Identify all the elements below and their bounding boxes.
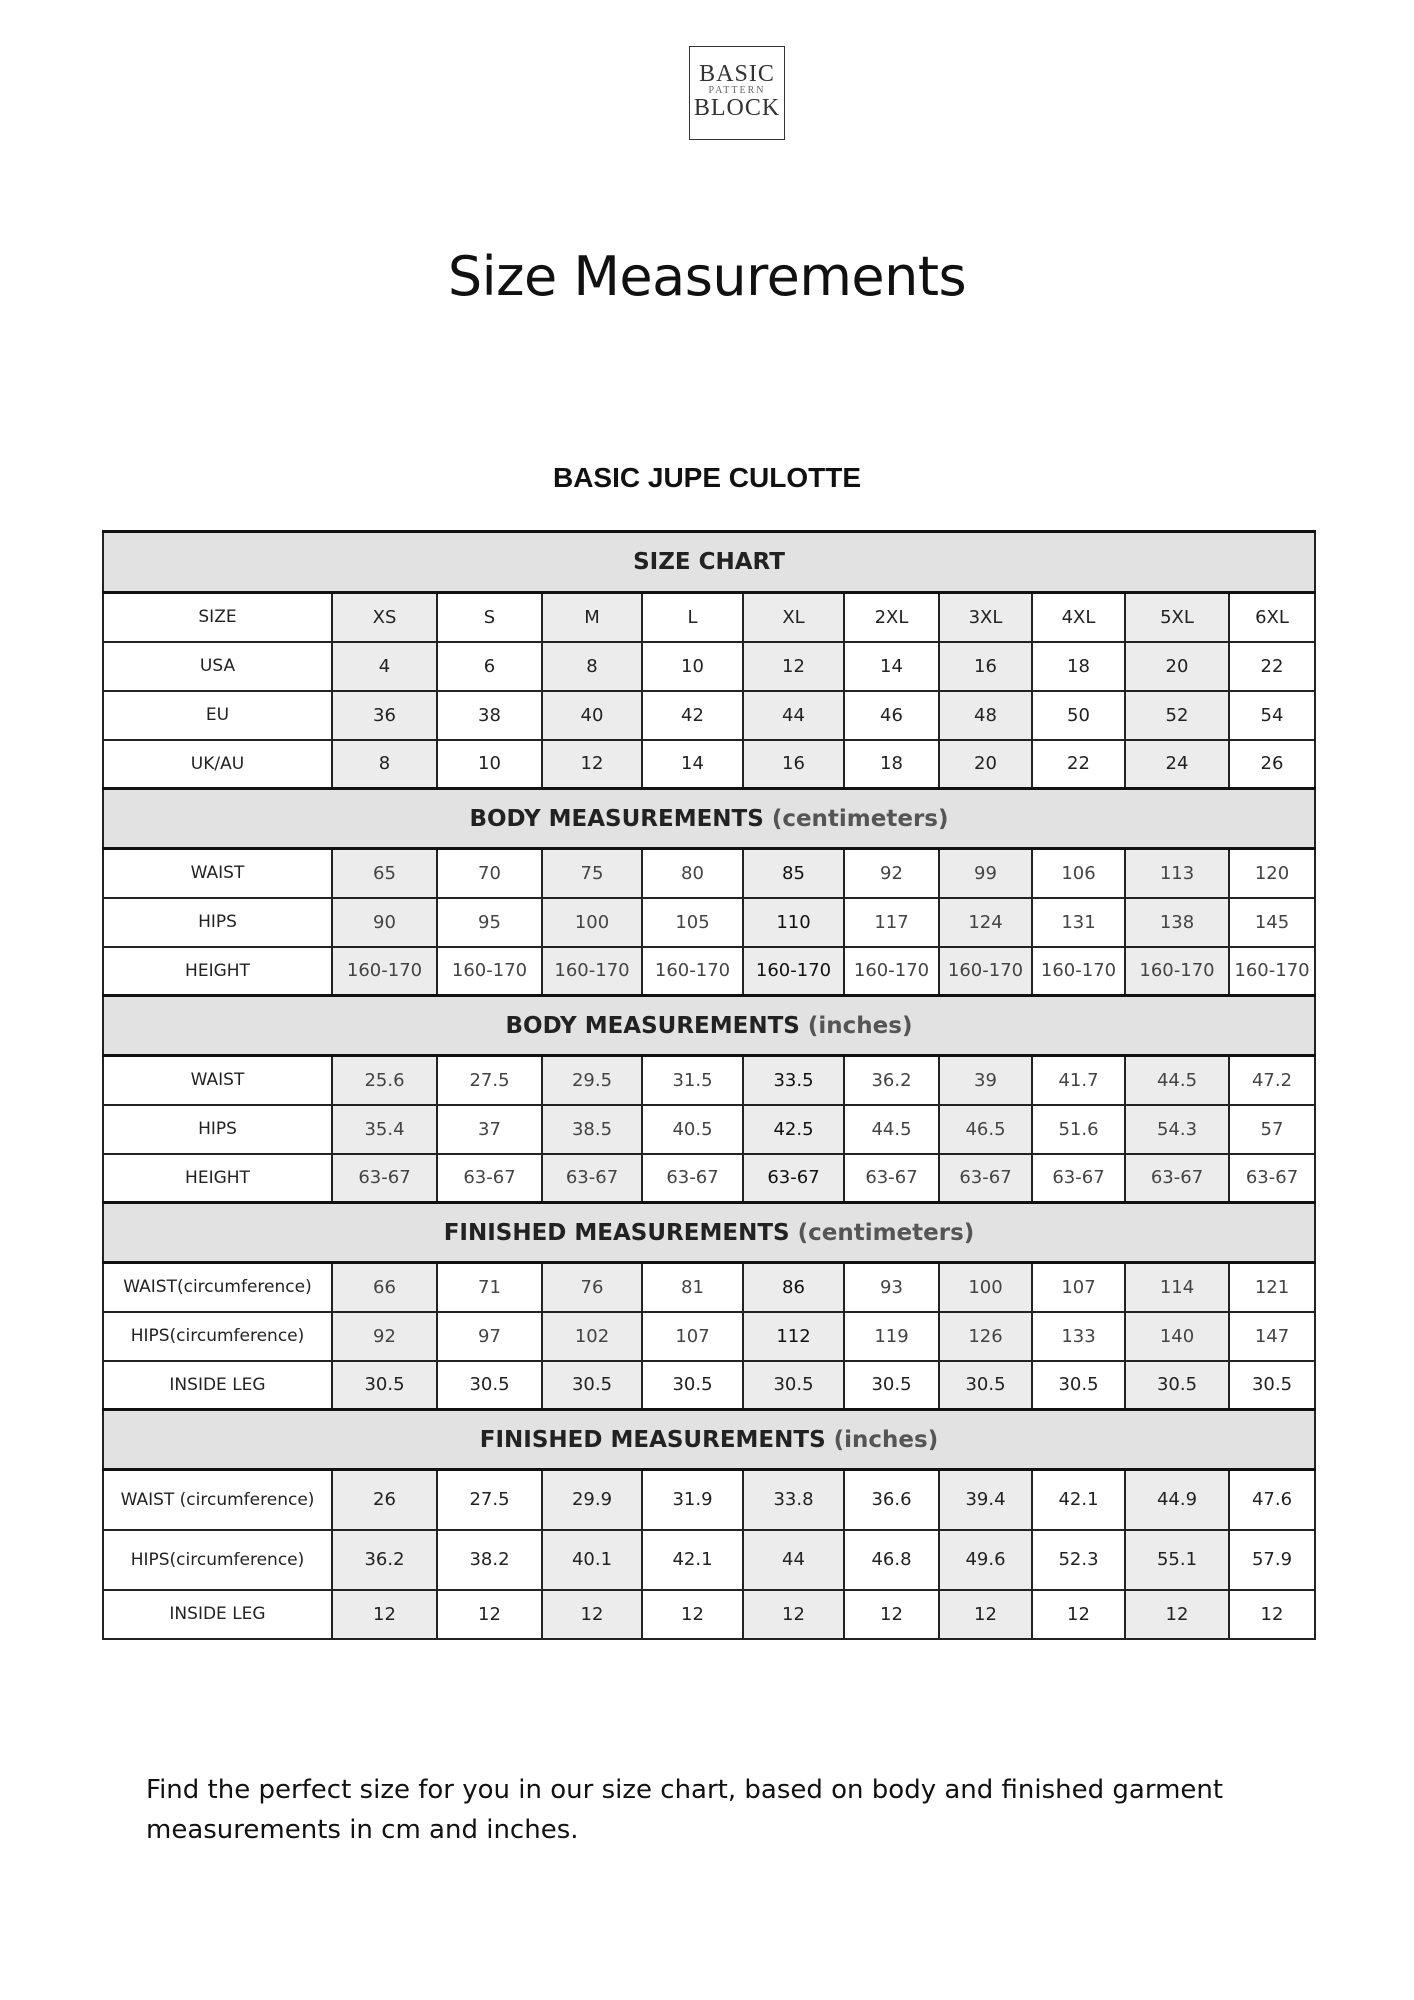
section-unit: (centimeters) <box>797 1219 975 1246</box>
row-label: HEIGHT <box>103 947 332 996</box>
table-cell: 99 <box>939 849 1032 898</box>
section-header <box>103 1410 1315 1470</box>
size-chart-table <box>102 530 1316 1640</box>
table-cell: 93 <box>844 1263 939 1312</box>
table-cell: 47.6 <box>1229 1470 1315 1530</box>
table-cell: 63-67 <box>939 1154 1032 1203</box>
table-cell: 57.9 <box>1229 1530 1315 1590</box>
table-cell: 12 <box>332 1590 437 1639</box>
table-cell: 41.7 <box>1032 1056 1125 1105</box>
table-cell: XS <box>332 593 437 642</box>
row-label: HEIGHT <box>103 1154 332 1203</box>
row-label: WAIST (circumference) <box>103 1470 332 1530</box>
row-label: INSIDE LEG <box>103 1361 332 1410</box>
row-label: INSIDE LEG <box>103 1590 332 1639</box>
table-cell: 63-67 <box>844 1154 939 1203</box>
table-cell: 80 <box>642 849 743 898</box>
table-cell: 126 <box>939 1312 1032 1361</box>
table-cell: 63-67 <box>1032 1154 1125 1203</box>
table-cell: 16 <box>743 740 844 789</box>
table-cell: 40.5 <box>642 1105 743 1154</box>
table-cell: 95 <box>437 898 542 947</box>
table-cell: 4XL <box>1032 593 1125 642</box>
brand-logo <box>689 46 785 140</box>
table-cell: 92 <box>844 849 939 898</box>
table-cell: 63-67 <box>542 1154 642 1203</box>
table-row <box>103 1590 1315 1639</box>
table-cell: 63-67 <box>332 1154 437 1203</box>
table-row <box>103 1361 1315 1410</box>
logo-line-pattern: PATTERN <box>708 85 766 96</box>
table-cell: 20 <box>939 740 1032 789</box>
table-cell: 18 <box>1032 642 1125 691</box>
table-cell: 44.5 <box>844 1105 939 1154</box>
table-cell: 100 <box>542 898 642 947</box>
table-cell: 30.5 <box>642 1361 743 1410</box>
table-cell: 124 <box>939 898 1032 947</box>
table-cell: 22 <box>1229 642 1315 691</box>
table-cell: 160-170 <box>1032 947 1125 996</box>
section-title: BODY MEASUREMENTS <box>469 805 764 832</box>
table-row <box>103 947 1315 996</box>
table-cell: 42.5 <box>743 1105 844 1154</box>
section-title: SIZE CHART <box>633 549 785 575</box>
table-cell: 65 <box>332 849 437 898</box>
row-label: HIPS(circumference) <box>103 1312 332 1361</box>
table-cell: 27.5 <box>437 1056 542 1105</box>
table-cell: 10 <box>437 740 542 789</box>
size-chart-header <box>103 532 1315 593</box>
footer-description: Find the perfect size for you in our size chart, based on body and finished garment measurements in cm and inches. <box>146 1775 1224 1845</box>
table-cell: 160-170 <box>332 947 437 996</box>
table-cell: 12 <box>542 1590 642 1639</box>
section-title: FINISHED MEASUREMENTS <box>443 1219 790 1246</box>
table-cell: 160-170 <box>939 947 1032 996</box>
table-cell: 63-67 <box>743 1154 844 1203</box>
table-cell: 75 <box>542 849 642 898</box>
table-cell: 12 <box>1229 1590 1315 1639</box>
table-cell: 36 <box>332 691 437 740</box>
table-cell: 63-67 <box>1125 1154 1229 1203</box>
table-cell: 102 <box>542 1312 642 1361</box>
table-cell: 145 <box>1229 898 1315 947</box>
table-cell: 36.2 <box>332 1530 437 1590</box>
table-row <box>103 642 1315 691</box>
table-cell: 12 <box>437 1590 542 1639</box>
table-cell: 14 <box>642 740 743 789</box>
table-cell: 138 <box>1125 898 1229 947</box>
table-cell: 2XL <box>844 593 939 642</box>
section-unit: (inches) <box>807 1012 913 1039</box>
section-title: FINISHED MEASUREMENTS <box>479 1426 826 1453</box>
page-title: Size Measurements <box>447 245 967 308</box>
logo-line-basic: BASIC <box>699 61 775 87</box>
table-cell: 22 <box>1032 740 1125 789</box>
table-cell: 35.4 <box>332 1105 437 1154</box>
table-cell: 24 <box>1125 740 1229 789</box>
table-cell: 54 <box>1229 691 1315 740</box>
table-cell: 5XL <box>1125 593 1229 642</box>
table-cell: 140 <box>1125 1312 1229 1361</box>
table-cell: 33.5 <box>743 1056 844 1105</box>
table-cell: 133 <box>1032 1312 1125 1361</box>
table-cell: 12 <box>939 1590 1032 1639</box>
table-cell: 30.5 <box>542 1361 642 1410</box>
table-cell: 47.2 <box>1229 1056 1315 1105</box>
table-row <box>103 1154 1315 1203</box>
table-cell: 107 <box>642 1312 743 1361</box>
table-cell: 48 <box>939 691 1032 740</box>
table-row <box>103 1263 1315 1312</box>
table-cell: 117 <box>844 898 939 947</box>
table-cell: 20 <box>1125 642 1229 691</box>
table-cell: 10 <box>642 642 743 691</box>
table-cell: 40.1 <box>542 1530 642 1590</box>
table-cell: 63-67 <box>437 1154 542 1203</box>
table-cell: 12 <box>1125 1590 1229 1639</box>
table-cell: 8 <box>542 642 642 691</box>
table-cell: 51.6 <box>1032 1105 1125 1154</box>
table-cell: 36.2 <box>844 1056 939 1105</box>
table-cell: 6 <box>437 642 542 691</box>
table-cell: 119 <box>844 1312 939 1361</box>
row-label: WAIST <box>103 849 332 898</box>
row-label: EU <box>103 691 332 740</box>
table-cell: 30.5 <box>1125 1361 1229 1410</box>
table-cell: 57 <box>1229 1105 1315 1154</box>
table-cell: 76 <box>542 1263 642 1312</box>
table-row <box>103 593 1315 642</box>
table-cell: 39 <box>939 1056 1032 1105</box>
row-label: HIPS(circumference) <box>103 1530 332 1590</box>
table-cell: 3XL <box>939 593 1032 642</box>
section-header-cell <box>103 996 1315 1056</box>
table-cell: L <box>642 593 743 642</box>
table-cell: XL <box>743 593 844 642</box>
row-label: USA <box>103 642 332 691</box>
table-row <box>103 898 1315 947</box>
table-cell: 12 <box>642 1590 743 1639</box>
table-cell: 70 <box>437 849 542 898</box>
table-cell: 16 <box>939 642 1032 691</box>
row-label: UK/AU <box>103 740 332 789</box>
table-cell: 39.4 <box>939 1470 1032 1530</box>
table-cell: 38.5 <box>542 1105 642 1154</box>
table-cell: 160-170 <box>844 947 939 996</box>
table-row <box>103 1530 1315 1590</box>
table-cell: 30.5 <box>844 1361 939 1410</box>
table-cell: 52.3 <box>1032 1530 1125 1590</box>
table-cell: 27.5 <box>437 1470 542 1530</box>
table-cell: 81 <box>642 1263 743 1312</box>
table-cell: 12 <box>542 740 642 789</box>
table-row <box>103 691 1315 740</box>
table-cell: 160-170 <box>743 947 844 996</box>
table-cell: 107 <box>1032 1263 1125 1312</box>
logo-line-block: BLOCK <box>693 95 781 121</box>
table-cell: 40 <box>542 691 642 740</box>
table-cell: 50 <box>1032 691 1125 740</box>
table-cell: 30.5 <box>743 1361 844 1410</box>
table-cell: S <box>437 593 542 642</box>
table-cell: 6XL <box>1229 593 1315 642</box>
table-row <box>103 849 1315 898</box>
table-row <box>103 1312 1315 1361</box>
row-label: HIPS <box>103 898 332 947</box>
table-cell: 46 <box>844 691 939 740</box>
table-cell: 49.6 <box>939 1530 1032 1590</box>
table-cell: 121 <box>1229 1263 1315 1312</box>
table-cell: 113 <box>1125 849 1229 898</box>
table-cell: 86 <box>743 1263 844 1312</box>
table-cell: 92 <box>332 1312 437 1361</box>
table-cell: 26 <box>332 1470 437 1530</box>
table-cell: 44.5 <box>1125 1056 1229 1105</box>
table-cell: 44 <box>743 1530 844 1590</box>
table-cell: 30.5 <box>437 1361 542 1410</box>
table-cell: 63-67 <box>642 1154 743 1203</box>
table-cell: 160-170 <box>437 947 542 996</box>
table-cell: 63-67 <box>1229 1154 1315 1203</box>
table-cell: 42.1 <box>642 1530 743 1590</box>
table-cell: 42.1 <box>1032 1470 1125 1530</box>
row-label: SIZE <box>103 593 332 642</box>
table-cell: 36.6 <box>844 1470 939 1530</box>
section-header-cell <box>103 1203 1315 1263</box>
table-cell: 71 <box>437 1263 542 1312</box>
table-cell: 44 <box>743 691 844 740</box>
table-cell: 105 <box>642 898 743 947</box>
table-cell: 46.8 <box>844 1530 939 1590</box>
table-cell: 147 <box>1229 1312 1315 1361</box>
table-cell: 12 <box>1032 1590 1125 1639</box>
table-cell: 29.9 <box>542 1470 642 1530</box>
table-cell: 30.5 <box>332 1361 437 1410</box>
table-row <box>103 1470 1315 1530</box>
table-cell: 110 <box>743 898 844 947</box>
table-cell: 12 <box>743 1590 844 1639</box>
table-cell: 44.9 <box>1125 1470 1229 1530</box>
section-header <box>103 1203 1315 1263</box>
table-row <box>103 1105 1315 1154</box>
table-cell: 54.3 <box>1125 1105 1229 1154</box>
table-cell: 114 <box>1125 1263 1229 1312</box>
section-header <box>103 996 1315 1056</box>
section-header <box>103 789 1315 849</box>
table-cell: 55.1 <box>1125 1530 1229 1590</box>
table-cell: 160-170 <box>1125 947 1229 996</box>
table-cell: 14 <box>844 642 939 691</box>
row-label: HIPS <box>103 1105 332 1154</box>
row-label: WAIST(circumference) <box>103 1263 332 1312</box>
table-cell: 37 <box>437 1105 542 1154</box>
table-cell: 18 <box>844 740 939 789</box>
table-cell: 85 <box>743 849 844 898</box>
table-row <box>103 1056 1315 1105</box>
table-cell: 30.5 <box>939 1361 1032 1410</box>
table-cell: 52 <box>1125 691 1229 740</box>
table-cell: 120 <box>1229 849 1315 898</box>
table-cell: 90 <box>332 898 437 947</box>
table-cell: 4 <box>332 642 437 691</box>
table-cell: 26 <box>1229 740 1315 789</box>
table-cell: 160-170 <box>542 947 642 996</box>
table-row <box>103 740 1315 789</box>
chart-title: BASIC JUPE CULOTTE <box>552 462 862 493</box>
section-unit: (inches) <box>833 1426 939 1453</box>
table-cell: 33.8 <box>743 1470 844 1530</box>
table-cell: 30.5 <box>1229 1361 1315 1410</box>
table-cell: 38 <box>437 691 542 740</box>
table-cell: 31.9 <box>642 1470 743 1530</box>
table-cell: 25.6 <box>332 1056 437 1105</box>
table-cell: 97 <box>437 1312 542 1361</box>
table-cell: 38.2 <box>437 1530 542 1590</box>
section-header-cell <box>103 789 1315 849</box>
table-cell: 29.5 <box>542 1056 642 1105</box>
row-label: WAIST <box>103 1056 332 1105</box>
section-header-cell <box>103 1410 1315 1470</box>
section-title: BODY MEASUREMENTS <box>505 1012 800 1039</box>
table-cell: 131 <box>1032 898 1125 947</box>
table-cell: 46.5 <box>939 1105 1032 1154</box>
table-cell: 160-170 <box>1229 947 1315 996</box>
table-cell: 66 <box>332 1263 437 1312</box>
size-chart-header-cell <box>103 532 1315 593</box>
table-cell: 8 <box>332 740 437 789</box>
table-cell: 106 <box>1032 849 1125 898</box>
table-cell: 12 <box>844 1590 939 1639</box>
table-cell: 112 <box>743 1312 844 1361</box>
table-cell: 31.5 <box>642 1056 743 1105</box>
table-cell: M <box>542 593 642 642</box>
section-unit: (centimeters) <box>771 805 949 832</box>
table-cell: 30.5 <box>1032 1361 1125 1410</box>
table-cell: 42 <box>642 691 743 740</box>
size-chart-body <box>103 532 1315 1639</box>
table-cell: 12 <box>743 642 844 691</box>
table-cell: 100 <box>939 1263 1032 1312</box>
table-cell: 160-170 <box>642 947 743 996</box>
